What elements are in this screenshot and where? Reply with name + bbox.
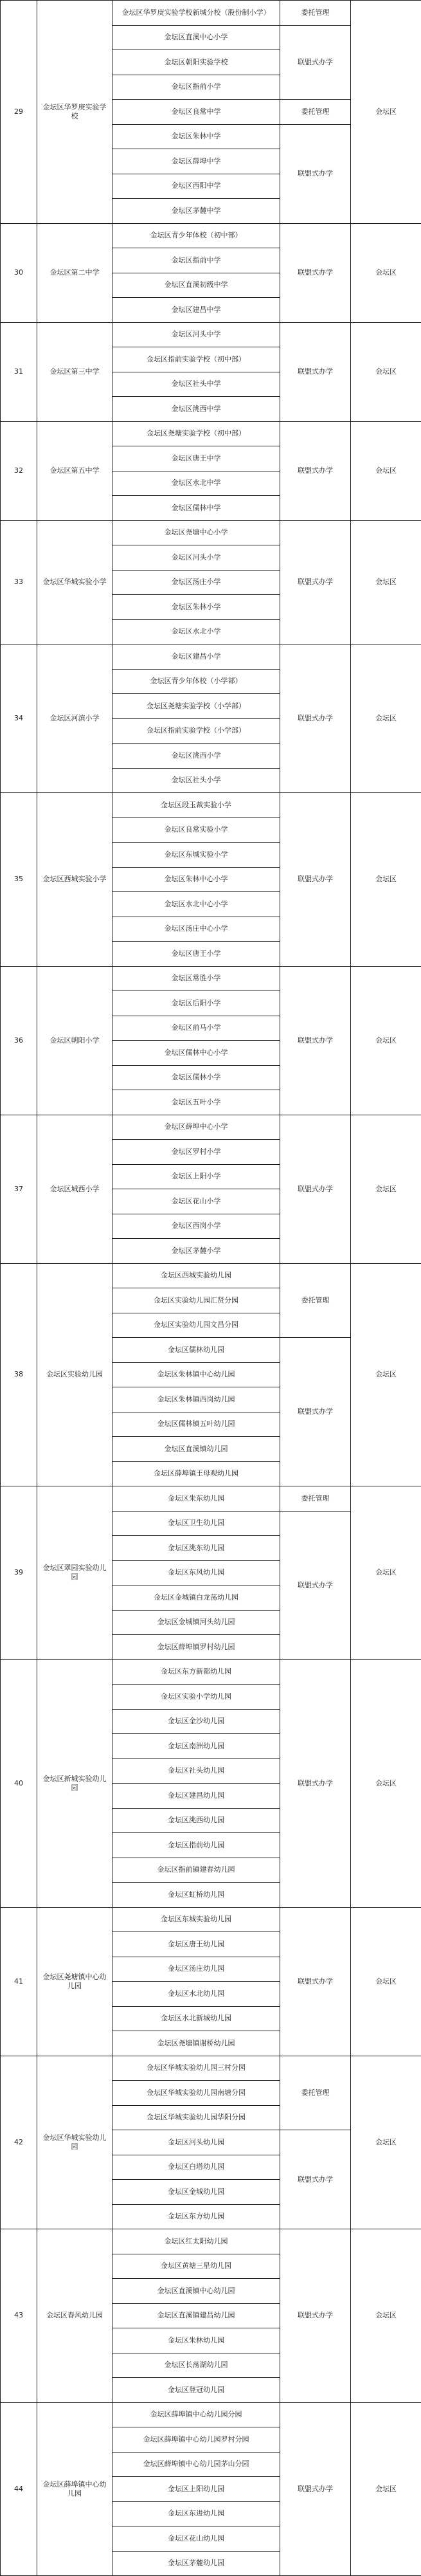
- district-cell: 金坛区: [351, 1115, 421, 1263]
- group-number-cell: 32: [1, 421, 37, 520]
- member-school-cell: 金坛区水北幼儿园: [112, 1982, 280, 2007]
- member-school-cell: 金坛区建昌幼儿园: [112, 1784, 280, 1809]
- member-school-cell: 金坛区唐王幼儿园: [112, 1932, 280, 1957]
- member-school-cell: 金坛区东城实验幼儿园: [112, 1907, 280, 1932]
- member-school-cell: 金坛区儒林镇五叶幼儿园: [112, 1412, 280, 1437]
- member-school-cell: 金坛区朱林中学: [112, 124, 280, 149]
- district-cell: 金坛区: [351, 322, 421, 421]
- leader-school-cell: 金坛区第三中学: [37, 322, 112, 421]
- member-school-cell: 金坛区水北新城幼儿园: [112, 2006, 280, 2031]
- member-school-cell: 金坛区金城镇河头幼儿园: [112, 1610, 280, 1635]
- member-school-cell: 金坛区直溪镇幼儿园: [112, 1437, 280, 1462]
- member-school-cell: 金坛区尧塘中心小学: [112, 520, 280, 545]
- district-cell: 金坛区: [351, 644, 421, 793]
- group-number-cell: 38: [1, 1263, 37, 1486]
- district-cell: 金坛区: [351, 2402, 421, 2576]
- member-school-cell: 金坛区儒林中心小学: [112, 1041, 280, 1066]
- member-school-cell: 金坛区西岗小学: [112, 1214, 280, 1239]
- table-body: [1, 1, 421, 2576]
- mode-cell: 委托管理: [280, 1486, 351, 1512]
- district-cell: 金坛区: [351, 1263, 421, 1486]
- mode-cell: 联盟式办学: [280, 322, 351, 421]
- leader-school-cell: 金坛区第二中学: [37, 223, 112, 322]
- member-school-cell: 金坛区指前实验学校（小学部）: [112, 718, 280, 744]
- member-school-cell: 金坛区唐王小学: [112, 942, 280, 967]
- mode-cell: 联盟式办学: [280, 2402, 351, 2576]
- leader-school-cell: 金坛区朝阳小学: [37, 966, 112, 1115]
- member-school-cell: 金坛区花山幼儿园: [112, 2526, 280, 2552]
- mode-cell: 委托管理: [280, 2056, 351, 2130]
- member-school-cell: 金坛区上阳幼儿园: [112, 2477, 280, 2502]
- district-cell: 金坛区: [351, 1, 421, 224]
- member-school-cell: 金坛区罗村小学: [112, 1140, 280, 1165]
- member-school-cell: 金坛区茅麓中学: [112, 199, 280, 224]
- leader-school-cell: 金坛区新城实验幼儿园: [37, 1659, 112, 1907]
- district-cell: 金坛区: [351, 2229, 421, 2403]
- group-number-cell: 29: [1, 1, 37, 224]
- member-school-cell: 金坛区唐王中学: [112, 446, 280, 471]
- member-school-cell: 金坛区社头小学: [112, 768, 280, 793]
- member-school-cell: 金坛区薛埠镇罗村幼儿园: [112, 1635, 280, 1660]
- member-school-cell: 金坛区指前中学: [112, 248, 280, 273]
- mode-cell: 联盟式办学: [280, 2130, 351, 2229]
- member-school-cell: 金坛区虹桥幼儿园: [112, 1883, 280, 1908]
- table-row: [1, 421, 421, 446]
- member-school-cell: 金坛区直溪镇建昌幼儿园: [112, 2303, 280, 2328]
- member-school-cell: 金坛区尧塘实验学校（初中部）: [112, 421, 280, 446]
- table-row: [1, 2402, 421, 2427]
- district-cell: 金坛区: [351, 223, 421, 322]
- member-school-cell: 金坛区尧塘实验学校（小学部）: [112, 694, 280, 719]
- member-school-cell: 金坛区指前幼儿园: [112, 1833, 280, 1858]
- member-school-cell: 金坛区金城镇白龙荡幼儿园: [112, 1585, 280, 1611]
- member-school-cell: 金坛区良常实验小学: [112, 818, 280, 843]
- table-row: [1, 793, 421, 818]
- table-row: [1, 2056, 421, 2081]
- leader-school-cell: 金坛区华罗庚实验学校: [37, 1, 112, 224]
- member-school-cell: 金坛区茅麓小学: [112, 1239, 280, 1264]
- member-school-cell: 金坛区东风幼儿园: [112, 1560, 280, 1585]
- mode-cell: 联盟式办学: [280, 1115, 351, 1263]
- district-cell: 金坛区: [351, 421, 421, 520]
- member-school-cell: 金坛区指前小学: [112, 75, 280, 100]
- group-number-cell: 43: [1, 2229, 37, 2403]
- member-school-cell: 金坛区汤庄中心小学: [112, 917, 280, 942]
- mode-cell: 联盟式办学: [280, 644, 351, 793]
- mode-cell: 委托管理: [280, 100, 351, 125]
- member-school-cell: 金坛区实验幼儿园汇贤分园: [112, 1288, 280, 1313]
- member-school-cell: 金坛区汤庄幼儿园: [112, 1957, 280, 1982]
- member-school-cell: 金坛区常胜小学: [112, 966, 280, 991]
- group-number-cell: 33: [1, 520, 37, 644]
- member-school-cell: 金坛区薛埠镇王母观幼儿园: [112, 1461, 280, 1486]
- member-school-cell: 金坛区洮西中学: [112, 397, 280, 422]
- member-school-cell: 金坛区黄塘三星幼儿园: [112, 2254, 280, 2279]
- leader-school-cell: 金坛区实验幼儿园: [37, 1263, 112, 1486]
- table-row: [1, 223, 421, 248]
- mode-cell: 联盟式办学: [280, 124, 351, 223]
- member-school-cell: 金坛区白塔幼儿园: [112, 2155, 280, 2180]
- member-school-cell: 金坛区登冠幼儿园: [112, 2378, 280, 2403]
- mode-cell: 联盟式办学: [280, 520, 351, 644]
- member-school-cell: 金坛区河头幼儿园: [112, 2130, 280, 2155]
- leader-school-cell: 金坛区尧塘镇中心幼儿园: [37, 1907, 112, 2056]
- member-school-cell: 金坛区建昌中学: [112, 298, 280, 323]
- member-school-cell: 金坛区青少年体校（初中部）: [112, 223, 280, 248]
- table-row: [1, 322, 421, 347]
- member-school-cell: 金坛区河头小学: [112, 545, 280, 571]
- mode-cell: 联盟式办学: [280, 1511, 351, 1659]
- member-school-cell: 金坛区薛埠镇中心幼儿园分园: [112, 2402, 280, 2427]
- member-school-cell: 金坛区建昌小学: [112, 644, 280, 670]
- member-school-cell: 金坛区朱东幼儿园: [112, 1486, 280, 1512]
- mode-cell: 联盟式办学: [280, 1659, 351, 1907]
- member-school-cell: 金坛区茅麓幼儿园: [112, 2551, 280, 2576]
- leader-school-cell: 金坛区城西小学: [37, 1115, 112, 1263]
- member-school-cell: 金坛区社头中学: [112, 372, 280, 397]
- member-school-cell: 金坛区洮西小学: [112, 744, 280, 769]
- mode-cell: 联盟式办学: [280, 1338, 351, 1486]
- group-number-cell: 35: [1, 793, 37, 967]
- member-school-cell: 金坛区朱林镇中心幼儿园: [112, 1362, 280, 1387]
- member-school-cell: 金坛区华城实验幼儿园华阳分园: [112, 2105, 280, 2130]
- member-school-cell: 金坛区洮西幼儿园: [112, 1808, 280, 1833]
- member-school-cell: 金坛区红太阳幼儿园: [112, 2229, 280, 2254]
- member-school-cell: 金坛区华城实验幼儿园三村分园: [112, 2056, 280, 2081]
- member-school-cell: 金坛区华城实验幼儿园南塘分园: [112, 2081, 280, 2106]
- member-school-cell: 金坛区东城实验小学: [112, 843, 280, 868]
- member-school-cell: 金坛区金城幼儿园: [112, 2180, 280, 2205]
- member-school-cell: 金坛区朝阳实验学校: [112, 50, 280, 75]
- member-school-cell: 金坛区实验小学幼儿园: [112, 1685, 280, 1710]
- leader-school-cell: 金坛区翠园实验幼儿园: [37, 1486, 112, 1660]
- member-school-cell: 金坛区朱林幼儿园: [112, 2328, 280, 2353]
- member-school-cell: 金坛区花山小学: [112, 1189, 280, 1214]
- member-school-cell: 金坛区长荡湖幼儿园: [112, 2353, 280, 2378]
- group-number-cell: 40: [1, 1659, 37, 1907]
- table-row: [1, 2229, 421, 2254]
- mode-cell: 联盟式办学: [280, 793, 351, 967]
- group-number-cell: 31: [1, 322, 37, 421]
- group-number-cell: 37: [1, 1115, 37, 1263]
- leader-school-cell: 金坛区华城实验幼儿园: [37, 2056, 112, 2229]
- table-row: [1, 966, 421, 991]
- table-row: [1, 1659, 421, 1685]
- member-school-cell: 金坛区西阳中学: [112, 174, 280, 199]
- table-row: [1, 1, 421, 26]
- member-school-cell: 金坛区朱林中心小学: [112, 867, 280, 892]
- member-school-cell: 金坛区华罗庚实验学校新城分校（股份制小学）: [112, 1, 280, 26]
- member-school-cell: 金坛区前马小学: [112, 1016, 280, 1041]
- member-school-cell: 金坛区朱林小学: [112, 595, 280, 620]
- leader-school-cell: 金坛区华城实验小学: [37, 520, 112, 644]
- group-number-cell: 39: [1, 1486, 37, 1660]
- member-school-cell: 金坛区水北小学: [112, 619, 280, 644]
- member-school-cell: 金坛区朱林镇西岗幼儿园: [112, 1387, 280, 1412]
- district-cell: 金坛区: [351, 520, 421, 644]
- district-cell: 金坛区: [351, 1907, 421, 2056]
- mode-cell: 委托管理: [280, 1263, 351, 1338]
- member-school-cell: 金坛区卫生幼儿园: [112, 1511, 280, 1536]
- member-school-cell: 金坛区水北中心小学: [112, 892, 280, 917]
- leader-school-cell: 金坛区第五中学: [37, 421, 112, 520]
- member-school-cell: 金坛区薛埠中心小学: [112, 1115, 280, 1140]
- mode-cell: 联盟式办学: [280, 1907, 351, 2056]
- leader-school-cell: 金坛区春风幼儿园: [37, 2229, 112, 2403]
- member-school-cell: 金坛区指前实验学校（初中部）: [112, 347, 280, 372]
- mode-cell: 联盟式办学: [280, 223, 351, 322]
- member-school-cell: 金坛区后阳小学: [112, 991, 280, 1016]
- member-school-cell: 金坛区实验幼儿园文昌分园: [112, 1313, 280, 1338]
- member-school-cell: 金坛区东进幼儿园: [112, 2501, 280, 2526]
- member-school-cell: 金坛区儒林中学: [112, 496, 280, 521]
- table-row: [1, 644, 421, 670]
- group-number-cell: 30: [1, 223, 37, 322]
- member-school-cell: 金坛区东方幼儿园: [112, 2204, 280, 2229]
- district-cell: 金坛区: [351, 1486, 421, 1660]
- member-school-cell: 金坛区指前镇建春幼儿园: [112, 1858, 280, 1883]
- member-school-cell: 金坛区尧塘镇谢桥幼儿园: [112, 2031, 280, 2056]
- table-row: [1, 1486, 421, 1512]
- member-school-cell: 金坛区直溪镇中心幼儿园: [112, 2279, 280, 2304]
- member-school-cell: 金坛区河头中学: [112, 322, 280, 347]
- member-school-cell: 金坛区社头幼儿园: [112, 1758, 280, 1784]
- group-number-cell: 34: [1, 644, 37, 793]
- member-school-cell: 金坛区直溪初级中学: [112, 273, 280, 298]
- group-number-cell: 44: [1, 2402, 37, 2576]
- district-cell: 金坛区: [351, 1659, 421, 1907]
- member-school-cell: 金坛区良常中学: [112, 100, 280, 125]
- table-row: [1, 1263, 421, 1288]
- member-school-cell: 金坛区汤庄小学: [112, 570, 280, 595]
- member-school-cell: 金坛区薛埠镇中心幼儿园罗村分园: [112, 2427, 280, 2453]
- member-school-cell: 金坛区洮东幼儿园: [112, 1536, 280, 1561]
- mode-cell: 委托管理: [280, 1, 351, 26]
- member-school-cell: 金坛区儒林小学: [112, 1065, 280, 1090]
- member-school-cell: 金坛区段玉裁实验小学: [112, 793, 280, 818]
- district-cell: 金坛区: [351, 966, 421, 1115]
- mode-cell: 联盟式办学: [280, 966, 351, 1115]
- member-school-cell: 金坛区薛埠中学: [112, 149, 280, 174]
- leader-school-cell: 金坛区薛埠镇中心幼儿园: [37, 2402, 112, 2576]
- member-school-cell: 金坛区上阳小学: [112, 1164, 280, 1189]
- leader-school-cell: 金坛区西城实验小学: [37, 793, 112, 967]
- member-school-cell: 金坛区儒林幼儿园: [112, 1338, 280, 1363]
- group-number-cell: 41: [1, 1907, 37, 2056]
- member-school-cell: 金坛区直溪中心小学: [112, 25, 280, 50]
- leader-school-cell: 金坛区河滨小学: [37, 644, 112, 793]
- member-school-cell: 金坛区五叶小学: [112, 1090, 280, 1115]
- member-school-cell: 金坛区金沙幼儿园: [112, 1709, 280, 1734]
- group-number-cell: 42: [1, 2056, 37, 2229]
- district-cell: 金坛区: [351, 793, 421, 967]
- table-row: [1, 520, 421, 545]
- mode-cell: 联盟式办学: [280, 2229, 351, 2403]
- mode-cell: 联盟式办学: [280, 421, 351, 520]
- district-cell: 金坛区: [351, 2056, 421, 2229]
- mode-cell: 联盟式办学: [280, 25, 351, 100]
- member-school-cell: 金坛区水北中学: [112, 471, 280, 496]
- member-school-cell: 金坛区薛埠镇中心幼儿园茅山分园: [112, 2452, 280, 2477]
- group-number-cell: 36: [1, 966, 37, 1115]
- member-school-cell: 金坛区东方新都幼儿园: [112, 1659, 280, 1685]
- member-school-cell: 金坛区南洲幼儿园: [112, 1734, 280, 1759]
- member-school-cell: 金坛区西城实验幼儿园: [112, 1263, 280, 1288]
- member-school-cell: 金坛区青少年体校（小学部）: [112, 669, 280, 694]
- table-row: [1, 1907, 421, 1932]
- table-row: [1, 1115, 421, 1140]
